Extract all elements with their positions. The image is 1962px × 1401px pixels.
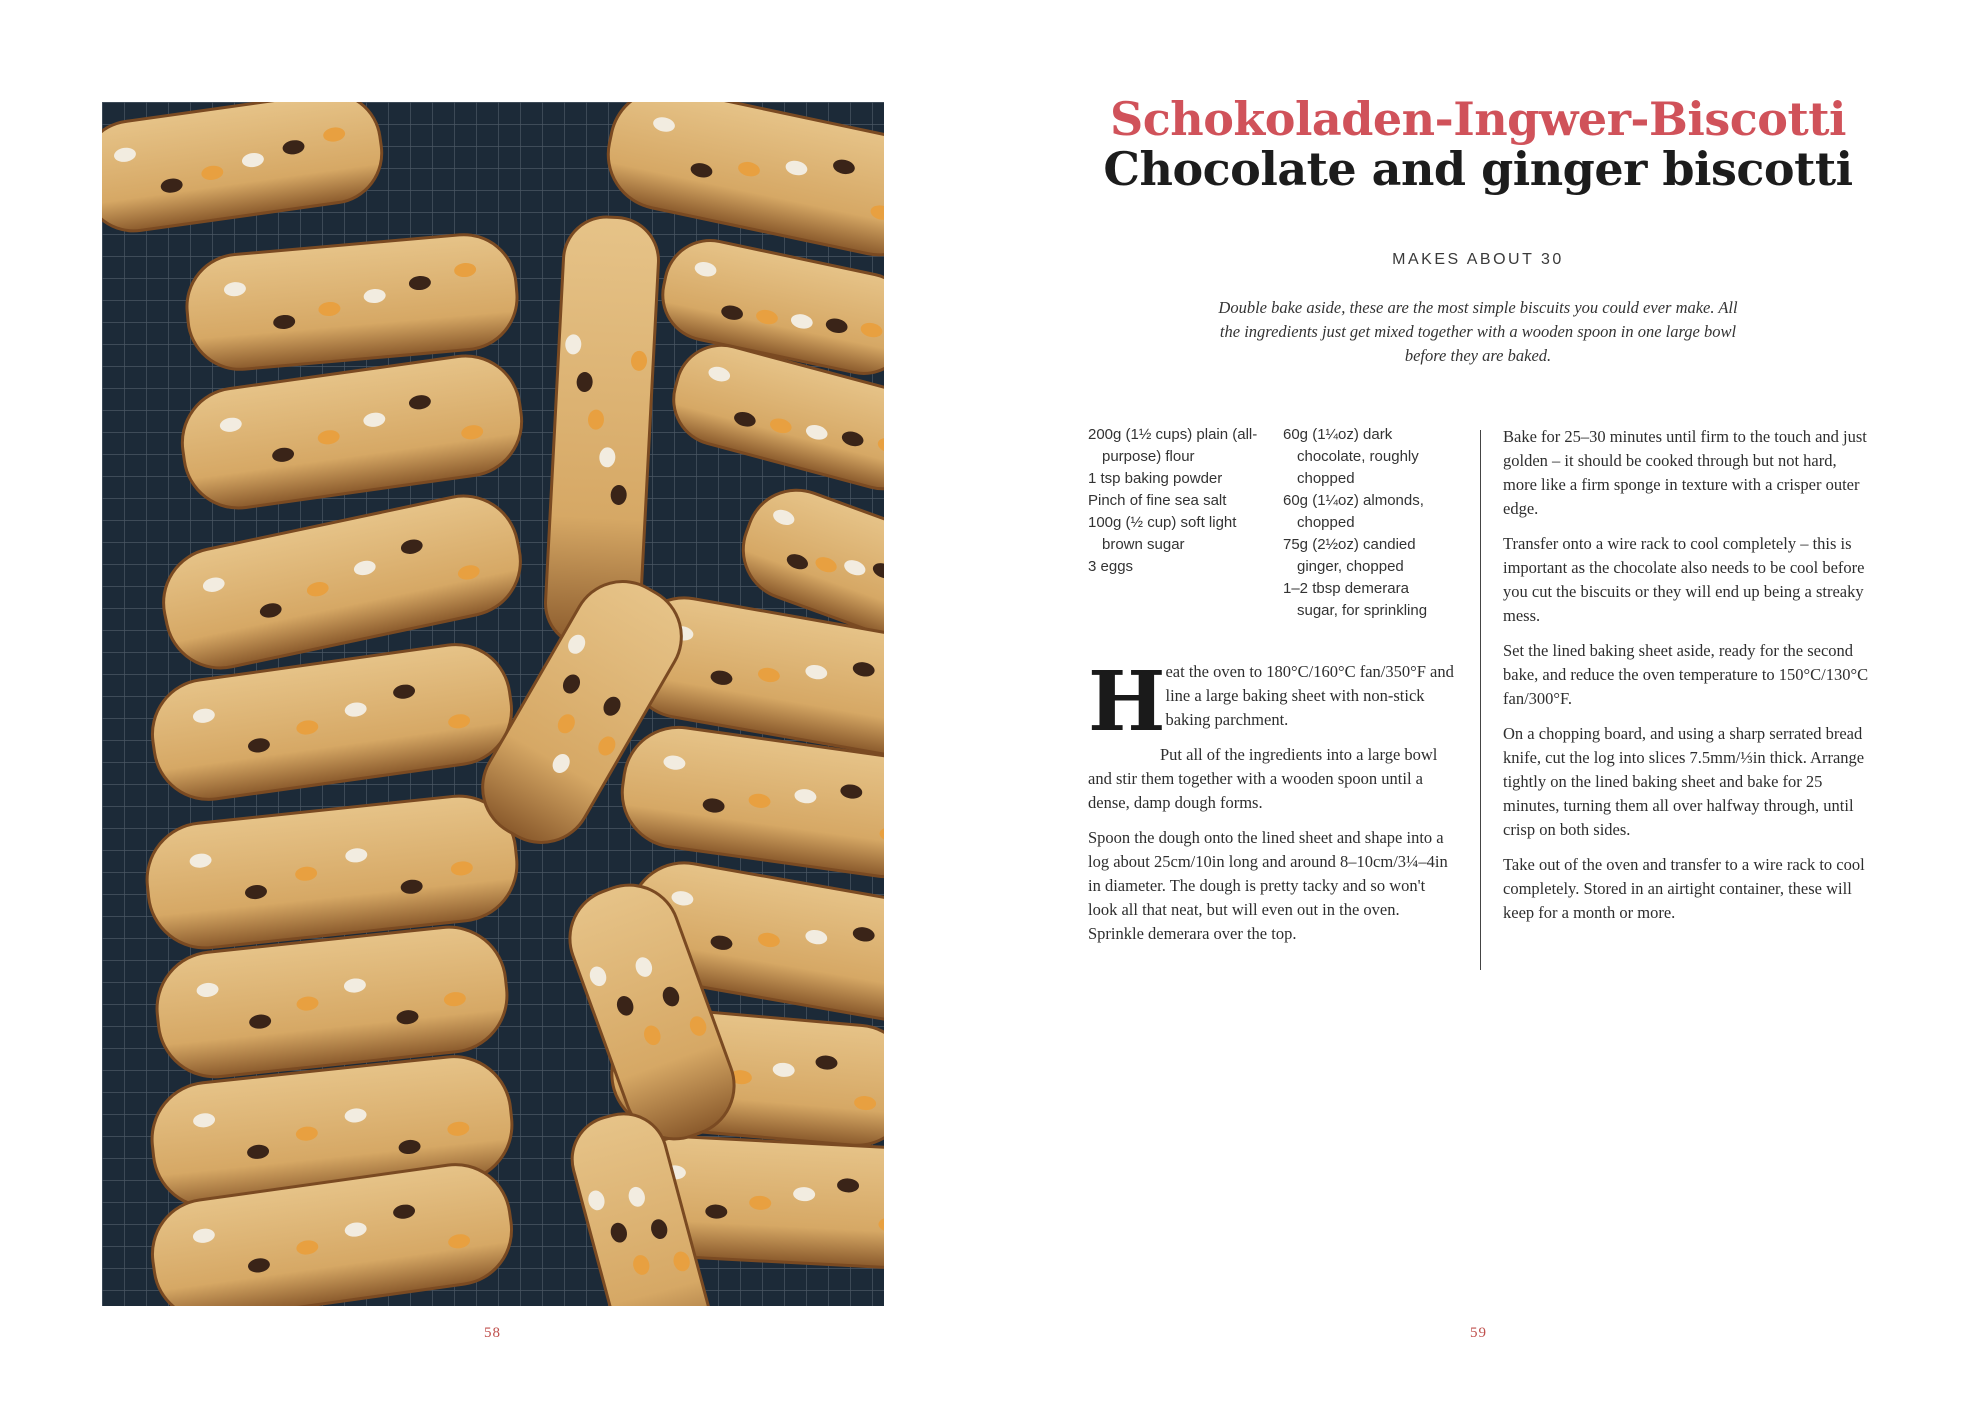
ingredient-item: 75g (2½oz) candied ginger, chopped	[1283, 536, 1416, 575]
recipe-intro: Double bake aside, these are the most simple biscuits you could ever make. All the ingredients just get mixed together with a wooden spoon in one large bowl before they are baked.	[1218, 298, 1738, 365]
biscotti-slice	[543, 215, 660, 649]
ingredient-item: 1–2 tbsp demerara sugar, for sprinkling	[1283, 580, 1428, 619]
ingredient-item: 3 eggs	[1088, 558, 1134, 575]
method-step: On a chopping board, and using a sharp serrated bread knife, cut the log into slices 7.5mm/⅓in thick. Arrange tightly on the lined baking sheet and bake for 25 minutes, turning them all over halfway through, until crisp on both sides.	[1503, 724, 1865, 839]
biscotti-photo	[102, 102, 884, 1306]
page-number-left: 58	[484, 1325, 501, 1341]
yield-label: MAKES ABOUT 30	[1392, 251, 1564, 268]
ingredients-column-2	[1283, 424, 1453, 622]
method-step: eat the oven to 180°C/160°C fan/350°F and line a large baking sheet with non-stick baking parchment.	[1165, 662, 1454, 729]
page-number-right: 59	[1470, 1325, 1487, 1341]
method-column-right	[1503, 425, 1873, 936]
method-step: Transfer onto a wire rack to cool completely – this is important as the chocolate also needs to be cool before you cut the biscuits or they will end up being a streaky mess.	[1503, 534, 1865, 625]
ingredient-item: 200g (1½ cups) plain (all-purpose) flour	[1088, 426, 1258, 465]
ingredients-column-1	[1088, 424, 1278, 578]
column-divider	[1480, 430, 1481, 970]
method-column-left	[1088, 654, 1456, 957]
biscotti-illustration	[102, 102, 884, 1306]
method-step: Bake for 25–30 minutes until firm to the touch and just golden – it should be cooked through but not hard, more like a firm sponge in texture with a crisper outer edge.	[1503, 427, 1867, 518]
ingredient-item: 1 tsp baking powder	[1088, 470, 1223, 487]
drop-cap: H	[1088, 654, 1166, 750]
method-step: Spoon the dough onto the lined sheet and shape into a log about 25cm/10in long and around 8–10cm/3¼–4in in diameter. The dough is pretty tacky and so won't look all that neat, but will even out in the oven. Sprinkle demerara over the top.	[1088, 828, 1448, 943]
method-step: Take out of the oven and transfer to a wire rack to cool completely. Stored in an airtight container, these will keep for a month or more.	[1503, 855, 1865, 922]
method-step: Put all of the ingredients into a large bowl and stir them together with a wooden spoon until a dense, damp dough forms.	[1088, 745, 1438, 812]
recipe-title-english: Chocolate and ginger biscotti	[1103, 142, 1853, 196]
ingredient-item: 60g (1¼oz) dark chocolate, roughly chopped	[1283, 426, 1419, 487]
ingredient-item: 100g (½ cup) soft light brown sugar	[1088, 514, 1237, 553]
method-step: Set the lined baking sheet aside, ready for the second bake, and reduce the oven temperature to 150°C/130°C fan/300°F.	[1503, 641, 1869, 708]
ingredient-item: Pinch of fine sea salt	[1088, 492, 1227, 509]
recipe-title-german: Schokoladen-Ingwer-Biscotti	[1110, 92, 1846, 146]
biscotti-slices	[102, 102, 884, 1306]
method-first-paragraph	[1088, 654, 1456, 750]
ingredient-item: 60g (1¼oz) almonds, chopped	[1283, 492, 1424, 531]
